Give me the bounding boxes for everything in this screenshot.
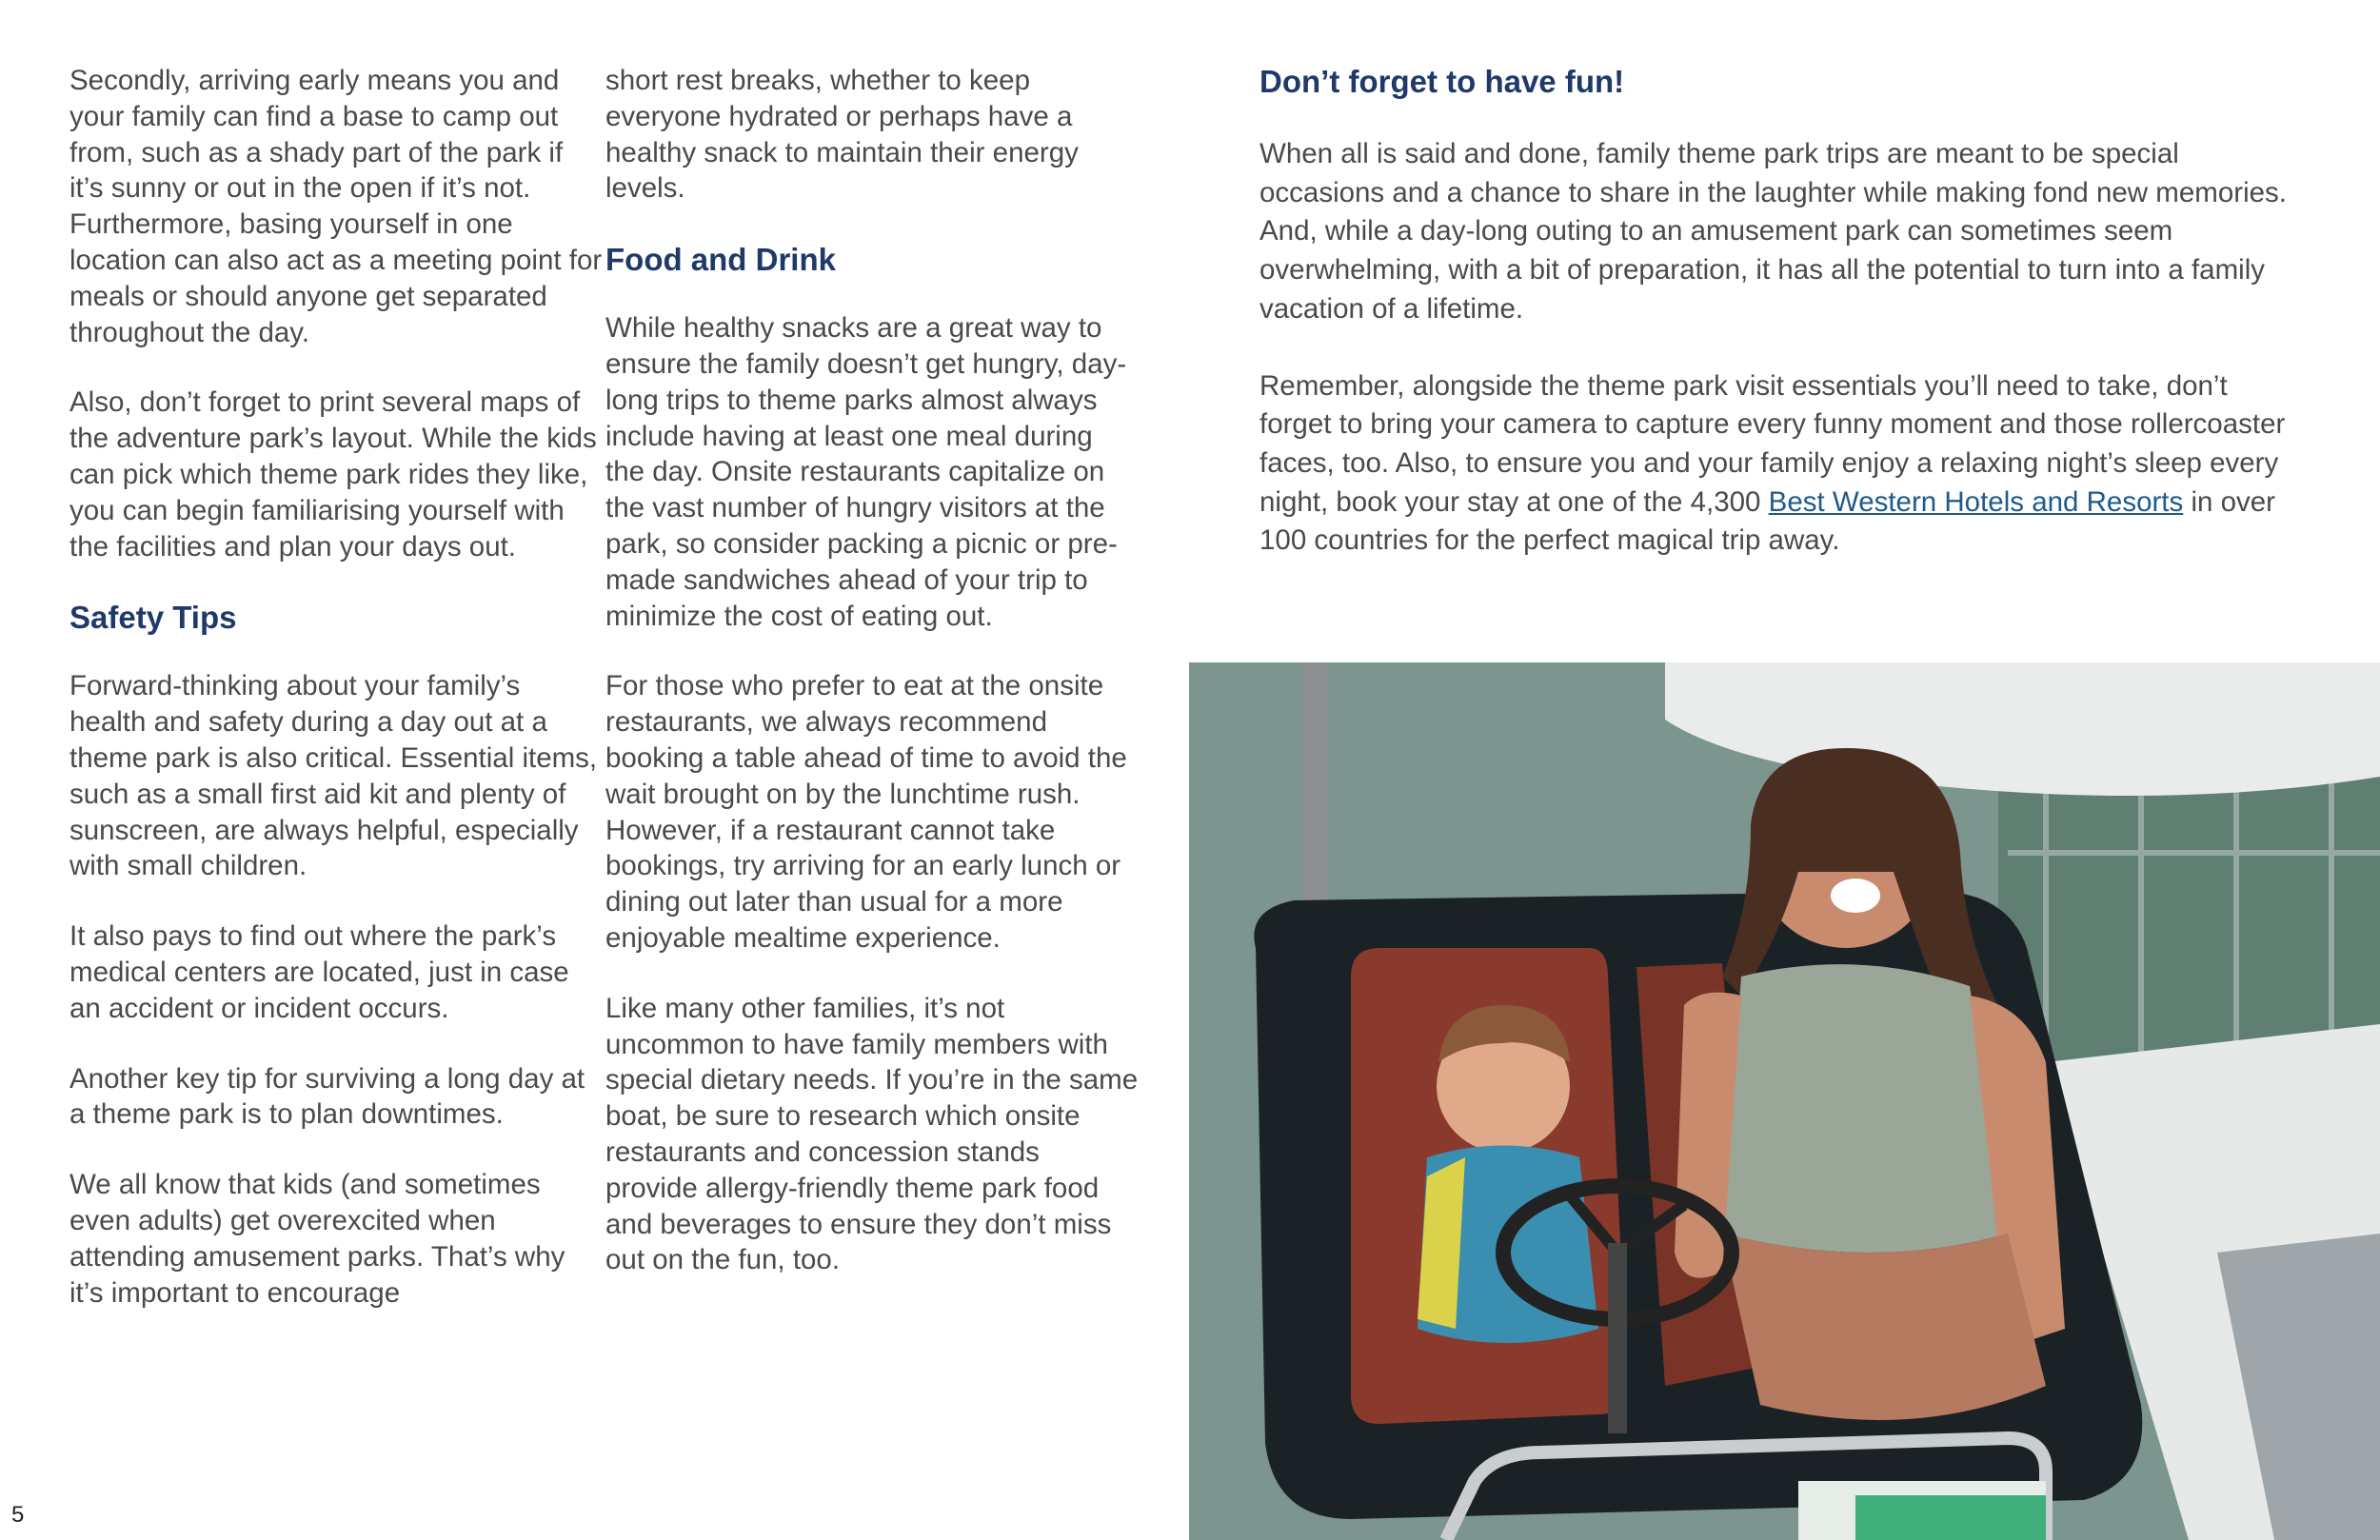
best-western-link[interactable]: Best Western Hotels and Resorts — [1768, 485, 2184, 518]
photo-illustration — [1189, 662, 2380, 1540]
paragraph: Forward-thinking about your family’s health and safety during a day out at a theme park is also critical. Essential items, such as a small first aid kit and plenty of sunscreen, are always helpful, especially with small children. — [69, 670, 598, 882]
paragraph: Like many other families, it’s not uncommon to have family members with special dietary needs. If you’re in the same boat, be sure to research which onsite restaurants and concession stands provide allergy-friendly theme park food and beverages to ensure they don’t miss out on the fun, too. — [605, 992, 1139, 1276]
text-column-1 — [69, 63, 603, 1345]
heading-dont-forget-fun: Don’t forget to have fun! — [1259, 64, 1625, 99]
paragraph: short rest breaks, whether to keep everyone hydrated or perhaps have a healthy snack to maintain their energy levels. — [605, 65, 1079, 205]
page-number: 5 — [11, 1502, 25, 1528]
paragraph: It also pays to find out where the park’s medical centers are located, just in case an accident or incident occurs. — [69, 920, 569, 1024]
text-column-3 — [1259, 63, 2288, 599]
paragraph: While healthy snacks are a great way to ensure the family doesn’t get hungry, day-long trips to theme parks almost always include having at least one meal during the day. Onsite restaurants capitalize on the vast number of hungry visitors at the park, so consider packing a picnic or pre-made sandwiches ahead of your trip to minimize the cost of eating out. — [605, 312, 1127, 632]
heading-safety-tips: Safety Tips — [69, 600, 237, 636]
paragraph: Secondly, arriving early means you and your family can find a base to camp out from, such as a shady part of the park if it’s sunny or out in the open if it’s not. Furthermore, basing yourself in one location can also act as a meeting point for meals or should anyone get separated throughout the day. — [69, 65, 603, 348]
family-ride-photo — [1189, 662, 2380, 1540]
paragraph-text: Remember, alongside the theme park visit essentials you’ll need to take, don’t forget to bring your camera to capture every funny moment and those rollercoaster faces, too. Also, to ensure you and your family enjoy a relaxing night’s sleep every night, book your stay at one of the 4,300 — [1259, 369, 2286, 518]
paragraph: When all is said and done, family theme park trips are meant to be special occasions and a chance to share in the laughter while making fond new memories. And, while a day-long outing to an amusement park can sometimes seem overwhelming, with a bit of preparation, it has all the potential to turn into a family vacation of a lifetime. — [1259, 138, 2287, 325]
paragraph-text: in over 100 countries for the perfect magical trip away. — [1259, 485, 2275, 557]
text-column-2 — [605, 63, 1139, 1313]
paragraph: Also, don’t forget to print several maps of the adventure park’s layout. While the kids can pick which theme park rides they like, you can begin familiarising yourself with the facilities and plan your days out. — [69, 386, 597, 563]
paragraph: For those who prefer to eat at the onsite restaurants, we always recommend booking a table ahead of time to avoid the wait brought on by the lunchtime rush. However, if a restaurant cannot take bookings, try arriving for an early lunch or dining out later than usual for a more enjoyable mealtime experience. — [605, 670, 1127, 954]
paragraph: Another key tip for surviving a long day at a theme park is to plan downtimes. — [69, 1062, 585, 1131]
paragraph: We all know that kids (and sometimes even adults) get overexcited when attending amusement parks. That’s why it’s important to encourage — [69, 1169, 565, 1309]
heading-food-and-drink: Food and Drink — [605, 242, 836, 278]
paragraph — [1259, 367, 2288, 562]
